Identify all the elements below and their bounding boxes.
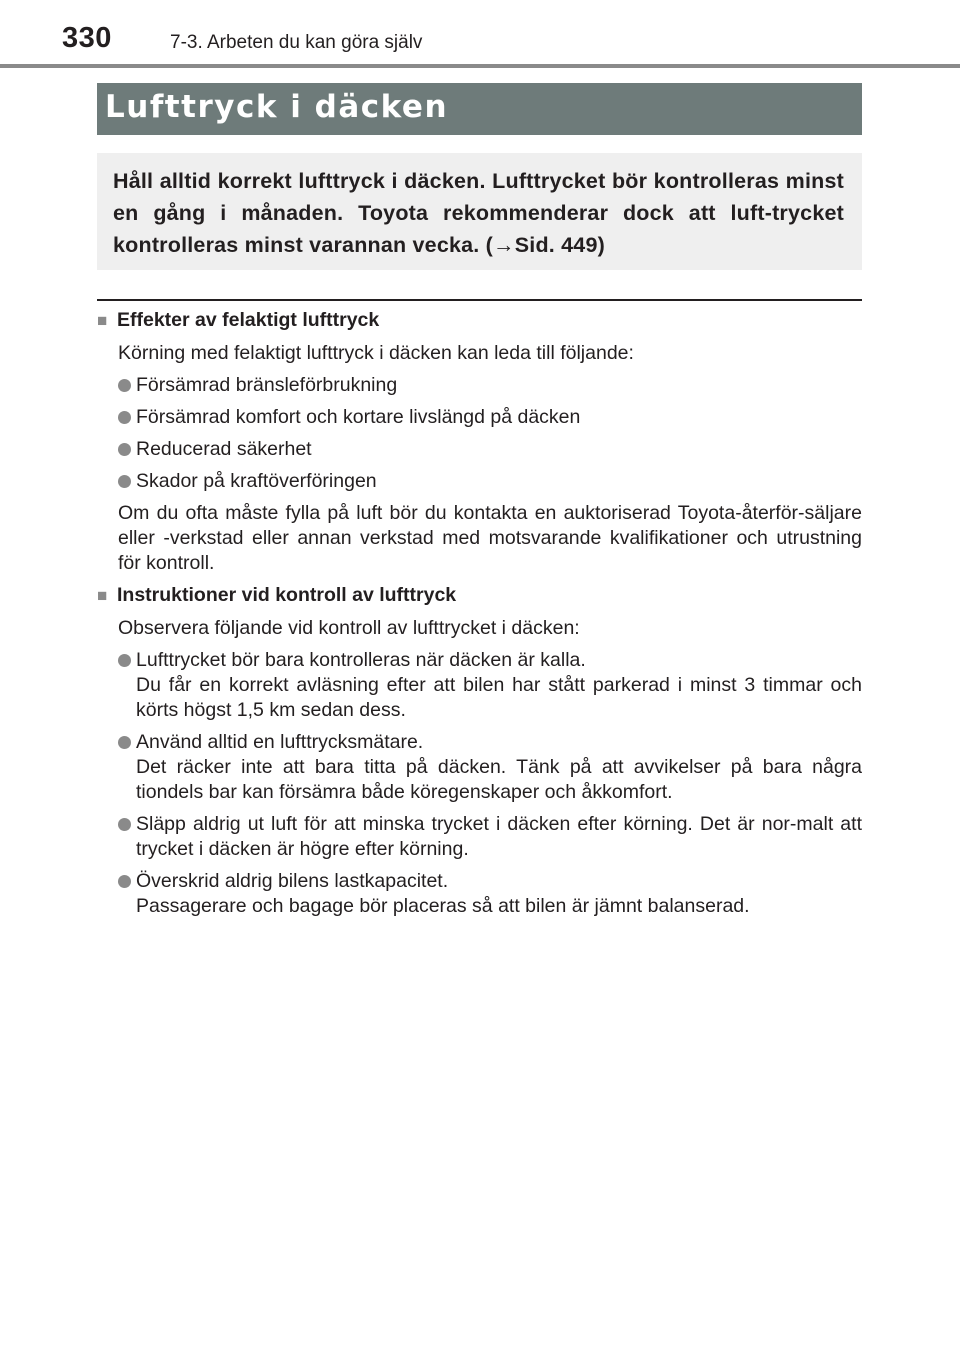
- list-item: [97, 405, 862, 430]
- list-item: [97, 648, 862, 723]
- list-item-text: Skador på kraftöverföringen: [136, 470, 377, 492]
- section-outro: Om du ofta måste fylla på luft bör du kontakta en auktoriserad Toyota-återför-säljare eller -verkstad eller annan verkstad med motsvarande kvalifikationer och utrustning för kontroll.: [118, 502, 862, 574]
- list-item: [97, 437, 862, 462]
- list-item: [97, 730, 862, 805]
- square-bullet-icon: ■: [97, 586, 108, 605]
- list-item-text: Försämrad bränsleförbrukning: [136, 374, 398, 396]
- list-item-text: Överskrid aldrig bilens lastkapacitet.: [136, 870, 449, 892]
- intro-box: [97, 153, 862, 270]
- section-heading: [97, 308, 862, 333]
- divider-rule: [97, 299, 862, 301]
- circle-bullet-icon: [118, 443, 131, 456]
- section-intro: Observera följande vid kontroll av lufttrycket i däcken:: [118, 617, 580, 639]
- header-rule: [0, 64, 960, 68]
- circle-bullet-icon: [118, 379, 131, 392]
- section-intro: Körning med felaktigt lufttryck i däcken kan leda till följande:: [118, 342, 634, 364]
- list-item-text: Reducerad säkerhet: [136, 438, 312, 460]
- list-item-detail: Du får en korrekt avläsning efter att bilen har stått parkerad i minst 3 timmar och körts högst 1,5 km sedan dess.: [136, 674, 862, 721]
- list-item-detail: Det räcker inte att bara titta på däcken. Tänk på att avvikelser på bara några tiondels bar kan försämra både köregenskaper och åkkomfort.: [136, 756, 862, 803]
- list-item-text: Lufttrycket bör bara kontrolleras när däcken är kalla.: [136, 649, 586, 671]
- list-item-text: Försämrad komfort och kortare livslängd på däcken: [136, 406, 581, 428]
- list-item-text: Släpp aldrig ut luft för att minska trycket i däcken efter körning. Det är nor-malt att trycket i däcken är högre efter körning.: [136, 813, 862, 860]
- list-item-text: Använd alltid en lufttrycksmätare.: [136, 731, 424, 753]
- circle-bullet-icon: [118, 411, 131, 424]
- square-bullet-icon: ■: [97, 311, 108, 330]
- list-item: [97, 812, 862, 862]
- section-title: Lufttryck i däcken: [105, 89, 449, 125]
- circle-bullet-icon: [118, 654, 131, 667]
- section-heading-text: Instruktioner vid kontroll av lufttryck: [117, 584, 457, 606]
- circle-bullet-icon: [118, 736, 131, 749]
- circle-bullet-icon: [118, 475, 131, 488]
- list-item-detail: Passagerare och bagage bör placeras så att bilen är jämnt balanserad.: [136, 895, 750, 917]
- circle-bullet-icon: [118, 875, 131, 888]
- section-heading: [97, 583, 862, 608]
- list-item: [97, 869, 862, 919]
- content: [97, 308, 862, 926]
- page-number: 330: [62, 22, 112, 54]
- circle-bullet-icon: [118, 818, 131, 831]
- page-header: [0, 0, 960, 70]
- section-heading-text: Effekter av felaktigt lufttryck: [117, 309, 380, 331]
- intro-body: Håll alltid korrekt lufttryck i däcken. Lufttrycket bör kontrolleras minst en gång i månaden. Toyota rekommenderar dock att luft-trycket kontrolleras minst varannan vecka. (: [113, 169, 844, 257]
- list-item: [97, 469, 862, 494]
- section-title-bar: [97, 83, 862, 135]
- arrow-right-icon: →: [493, 233, 515, 257]
- intro-text: [113, 165, 844, 261]
- page-reference-link[interactable]: Sid. 449): [514, 233, 605, 257]
- list-item: [97, 373, 862, 398]
- chapter-title: 7-3. Arbeten du kan göra själv: [170, 32, 423, 53]
